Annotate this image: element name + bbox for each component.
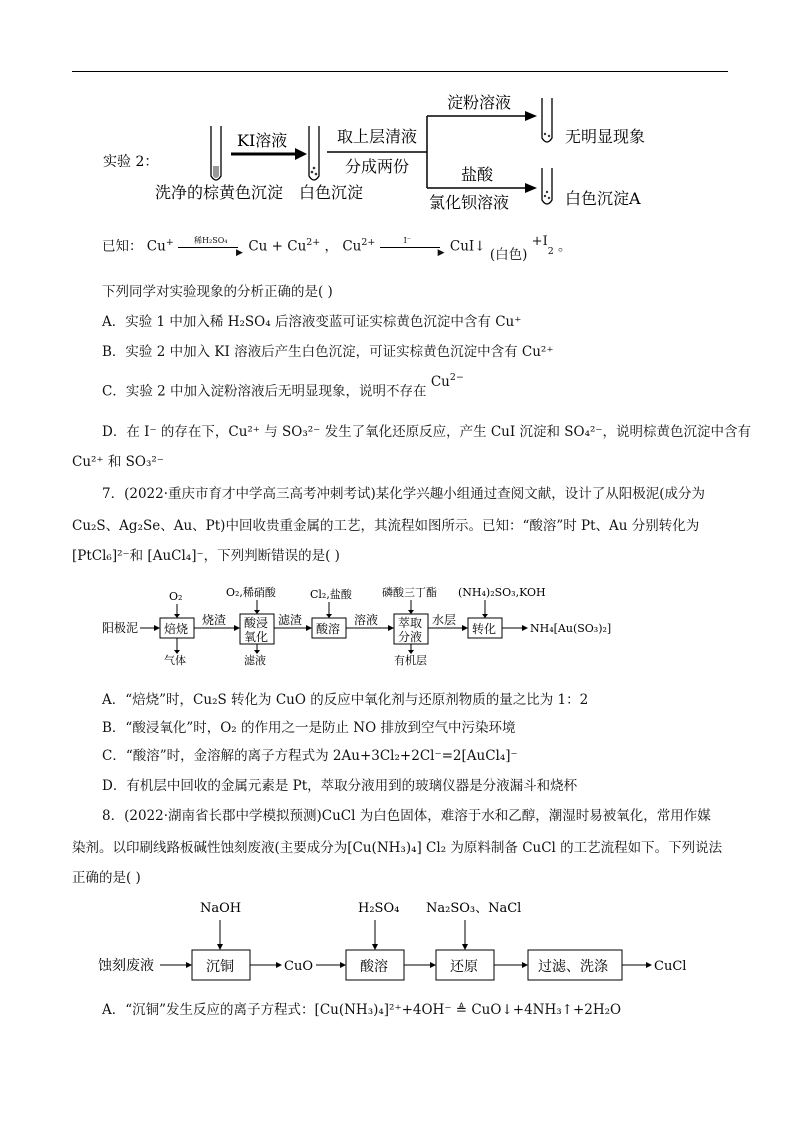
q7-option-b: B．“酸浸氧化”时，O₂ 的作用之一是防止 NO 排放到空气中污染环境: [102, 720, 516, 736]
plus-i2: +I: [531, 234, 548, 249]
white-note: (白色): [489, 246, 528, 263]
box-acid-dissolve-label: 酸溶: [316, 622, 341, 636]
o2-label: O₂: [169, 590, 183, 603]
box-reduce-label: 还原: [450, 959, 478, 975]
q6-option-d-line1: D．在 I⁻ 的存在下，Cu²⁺ 与 SO₃²⁻ 发生了氧化还原反应，产生 CuI 沉淀和 SO₄²⁻，说明棕黄色沉淀中含有: [102, 424, 752, 440]
test-tube-icon: [542, 98, 552, 142]
reaction-arrow: I⁻ ▶: [380, 241, 446, 253]
charge: 2−: [449, 372, 464, 383]
known-prefix: 已知：: [102, 238, 143, 255]
filtrate-label: 滤液: [244, 654, 266, 667]
box-acid-dissolve-label: 酸溶: [360, 959, 388, 975]
q8-flowchart: [96, 894, 696, 988]
gas-label: 气体: [164, 654, 186, 667]
experiment-2-diagram: [95, 88, 735, 218]
white-ppt-a-label: 白色沉淀A: [565, 189, 641, 208]
arrow-condition: I⁻: [403, 236, 411, 245]
starch-label: 淀粉溶液: [447, 93, 512, 112]
q7-line1: 7．(2022·重庆市育才中学高三高考冲刺考试)某化学兴趣小组通过查阅文献，设计了从阳极泥(成分为: [102, 486, 706, 502]
hcl-label: 盐酸: [461, 165, 494, 184]
q7-line3: [PtCl₆]²⁻和 [AuCl₄]⁻，下列判断错误的是( ): [72, 548, 340, 564]
i2-sub: 2: [547, 246, 554, 258]
period: 。: [558, 238, 572, 255]
slag-label: 烧渣: [202, 613, 227, 627]
residue-label: 滤渣: [278, 613, 303, 627]
flow-product: NH₄[Au(SO₃)₂]: [530, 622, 612, 635]
q7-option-d: D．有机层中回收的金属元素是 Pt，萃取分液用到的玻璃仪器是分液漏斗和烧杯: [102, 778, 578, 794]
separator: ，: [324, 238, 339, 255]
test-tube-icon: [211, 126, 221, 180]
flow-product: CuCl: [654, 959, 687, 974]
cu-ion: Cu: [342, 238, 362, 255]
cu-ion: Cu: [146, 238, 166, 255]
products-1: Cu + Cu: [248, 238, 307, 255]
cl2-hcl-label: Cl₂,盐酸: [310, 588, 352, 601]
brown-ppt-label: 洗净的棕黄色沉淀: [155, 183, 284, 202]
q8-line3: 正确的是( ): [72, 870, 141, 886]
q6-stem: 下列同学对实验现象的分析正确的是( ): [102, 284, 333, 300]
q7-flowchart: [98, 584, 618, 668]
box-precipitate-cu-label: 沉铜: [206, 959, 234, 975]
box-extract-b: 分液: [398, 630, 423, 644]
charge: 2+: [306, 237, 321, 248]
aqueous-label: 水层: [432, 613, 457, 627]
organic-label: 有机层: [394, 654, 427, 667]
flow-start: 阳极泥: [102, 621, 139, 635]
q6-option-a: A．实验 1 中加入稀 H₂SO₄ 后溶液变蓝可证实棕黄色沉淀中含有 Cu⁺: [102, 314, 522, 330]
q6-option-d-line2: Cu²⁺ 和 SO₃²⁻: [72, 454, 164, 470]
box-acid-leach-b: 氧化: [244, 630, 269, 644]
test-tube-icon: [542, 168, 552, 204]
reagent-ki: KI溶液: [237, 131, 288, 150]
q8-option-a: A．“沉铜”发生反应的离子方程式：[Cu(NH₃)₄]²⁺+4OH⁻ ≜ CuO↓+4NH₃↑+2H₂O: [102, 1002, 622, 1018]
cuo-label: CuO: [284, 959, 313, 974]
box-roast-label: 焙烧: [164, 622, 189, 636]
q7-option-a: A．“焙烧”时，Cu₂S 转化为 CuO 的反应中氧化剂与还原剂物质的量之比为 1：2: [102, 692, 589, 708]
q7-option-c: C．“酸溶”时，金溶解的离子方程式为 2Au+3Cl₂+2Cl⁻=2[AuCl₄]⁻: [102, 748, 518, 764]
header-rule: [72, 71, 728, 72]
q7-line2: Cu₂S、Ag₂Se、Au、Pt)中回收贵重金属的工艺，其流程如图所示。已知：“酸溶”时 Pt、Au 分别转化为: [72, 518, 700, 534]
products-2: CuI↓: [449, 238, 486, 255]
box-extract-a: 萃取: [398, 616, 423, 630]
tbp-label: 磷酸三丁酯: [382, 586, 437, 599]
take-upper-label: 取上层清液: [337, 127, 418, 146]
box-acid-leach-a: 酸浸: [244, 616, 269, 630]
cu-ion: Cu: [430, 373, 450, 390]
box-filter-wash-label: 过滤、洗涤: [538, 959, 608, 975]
q6-option-c-text: C．实验 2 中加入淀粉溶液后无明显现象，说明不存在: [102, 383, 427, 400]
no-change-label: 无明显现象: [565, 127, 646, 146]
arrow-condition: 稀H₂SO₄: [194, 236, 228, 245]
flow-start: 蚀刻废液: [98, 958, 154, 974]
q6-option-c: [102, 372, 464, 402]
q8-line2: 染剂。以印刷线路板碱性蚀刻废液(主要成分为[Cu(NH₃)₄] Cl₂ 为原料制备 CuCl 的工艺流程如下。下列说法: [72, 840, 723, 856]
exp2-label: 实验 2：: [103, 154, 159, 170]
q8-line1: 8．(2022·湖南省长郡中学模拟预测)CuCl 为白色固体，难溶于水和乙醇，潮湿时易被氧化，常用作媒: [102, 808, 711, 824]
naoh-label: NaOH: [200, 901, 242, 916]
reaction-arrow: 稀H₂SO₄ ▶: [178, 241, 244, 253]
test-tube-icon: [309, 126, 319, 180]
charge: +: [165, 237, 174, 248]
known-reactions: [102, 232, 572, 262]
o2-hno3-label: O₂,稀硝酸: [226, 586, 276, 599]
charge: 2+: [361, 237, 376, 248]
nh4-reagents-label: (NH₄)₂SO₃,KOH: [458, 586, 546, 599]
bacl2-label: 氯化钡溶液: [429, 193, 510, 212]
white-ppt-label: 白色沉淀: [299, 183, 364, 202]
q6-option-b: B．实验 2 中加入 KI 溶液后产生白色沉淀，可证实棕黄色沉淀中含有 Cu²⁺: [102, 344, 554, 360]
h2so4-label: H₂SO₄: [358, 901, 400, 916]
solution-label: 溶液: [354, 613, 379, 627]
split-two-label: 分成两份: [345, 157, 410, 176]
na2so3-nacl-label: Na₂SO₃、NaCl: [426, 901, 522, 916]
box-convert-label: 转化: [472, 622, 497, 636]
